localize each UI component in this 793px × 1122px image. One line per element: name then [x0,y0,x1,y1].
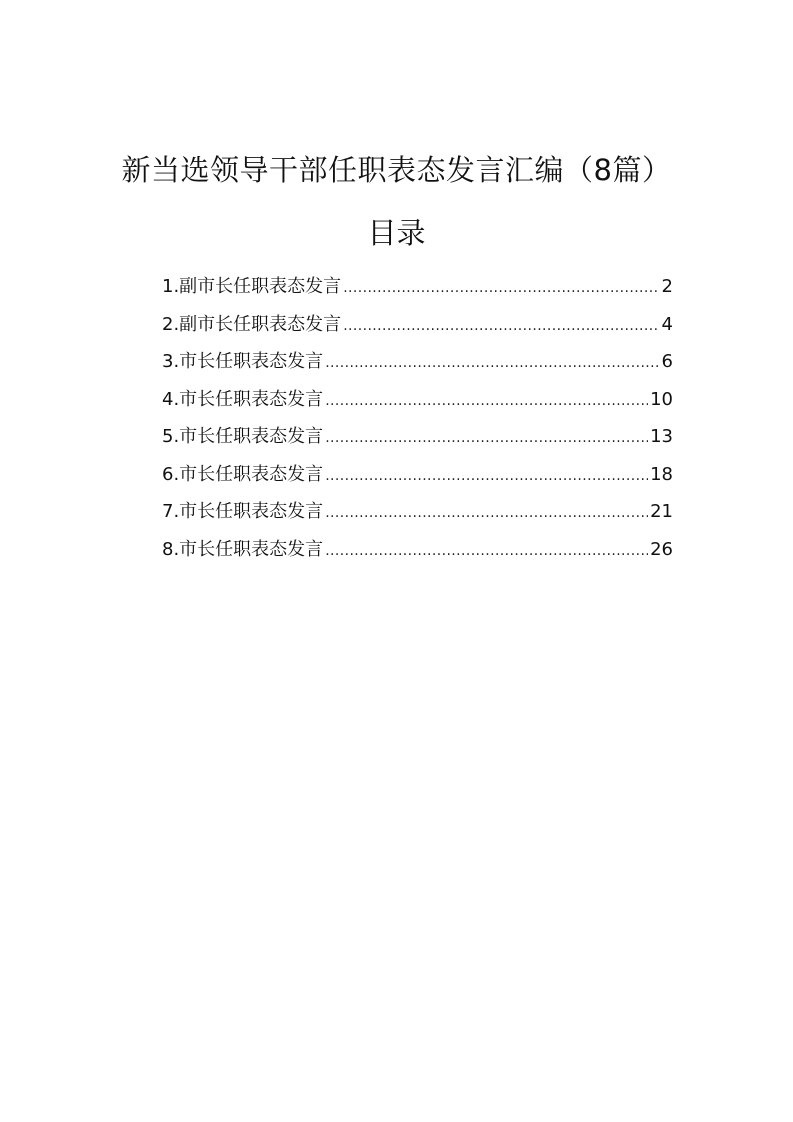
toc-dot-leader [325,495,648,533]
toc-entry-label: 3.市长任职表态发言 [162,351,324,372]
toc-dot-leader [325,533,648,571]
toc-entry-label: 8.市长任职表态发言 [162,538,324,560]
toc-entry-7[interactable] [162,493,673,531]
toc-dot-leader [343,308,659,346]
toc-dot-leader [325,458,648,496]
toc-entry-label: 6.市长任职表态发言 [162,463,324,485]
toc-entry-5[interactable] [162,418,673,456]
document-title: 新当选领导干部任职表态发言汇编（8篇） [121,153,672,187]
toc-entry-3[interactable] [162,343,673,381]
toc-heading: 目录 [367,216,426,250]
toc-entry-page: 4 [661,313,673,335]
toc-entry-label: 2.副市长任职表态发言 [162,313,342,335]
toc-entry-4[interactable] [162,381,673,419]
table-of-contents [162,268,673,568]
toc-entry-6[interactable] [162,456,673,494]
toc-dot-leader [343,270,659,308]
toc-entry-label: 1.副市长任职表态发言 [162,276,342,297]
toc-entry-label: 5.市长任职表态发言 [162,426,324,447]
toc-entry-page: 13 [650,426,673,447]
toc-entry-page: 6 [661,351,673,372]
toc-entry-page: 26 [650,538,673,560]
toc-entry-1[interactable] [162,268,673,306]
toc-entry-page: 21 [650,501,673,522]
toc-entry-2[interactable] [162,306,673,344]
toc-entry-label: 7.市长任职表态发言 [162,501,324,522]
toc-dot-leader [325,420,648,458]
toc-dot-leader [325,383,648,421]
toc-entry-page: 10 [650,388,673,410]
toc-entry-8[interactable] [162,531,673,569]
toc-dot-leader [325,345,659,383]
toc-entry-page: 18 [650,463,673,485]
toc-entry-label: 4.市长任职表态发言 [162,388,324,410]
toc-entry-page: 2 [661,276,673,297]
